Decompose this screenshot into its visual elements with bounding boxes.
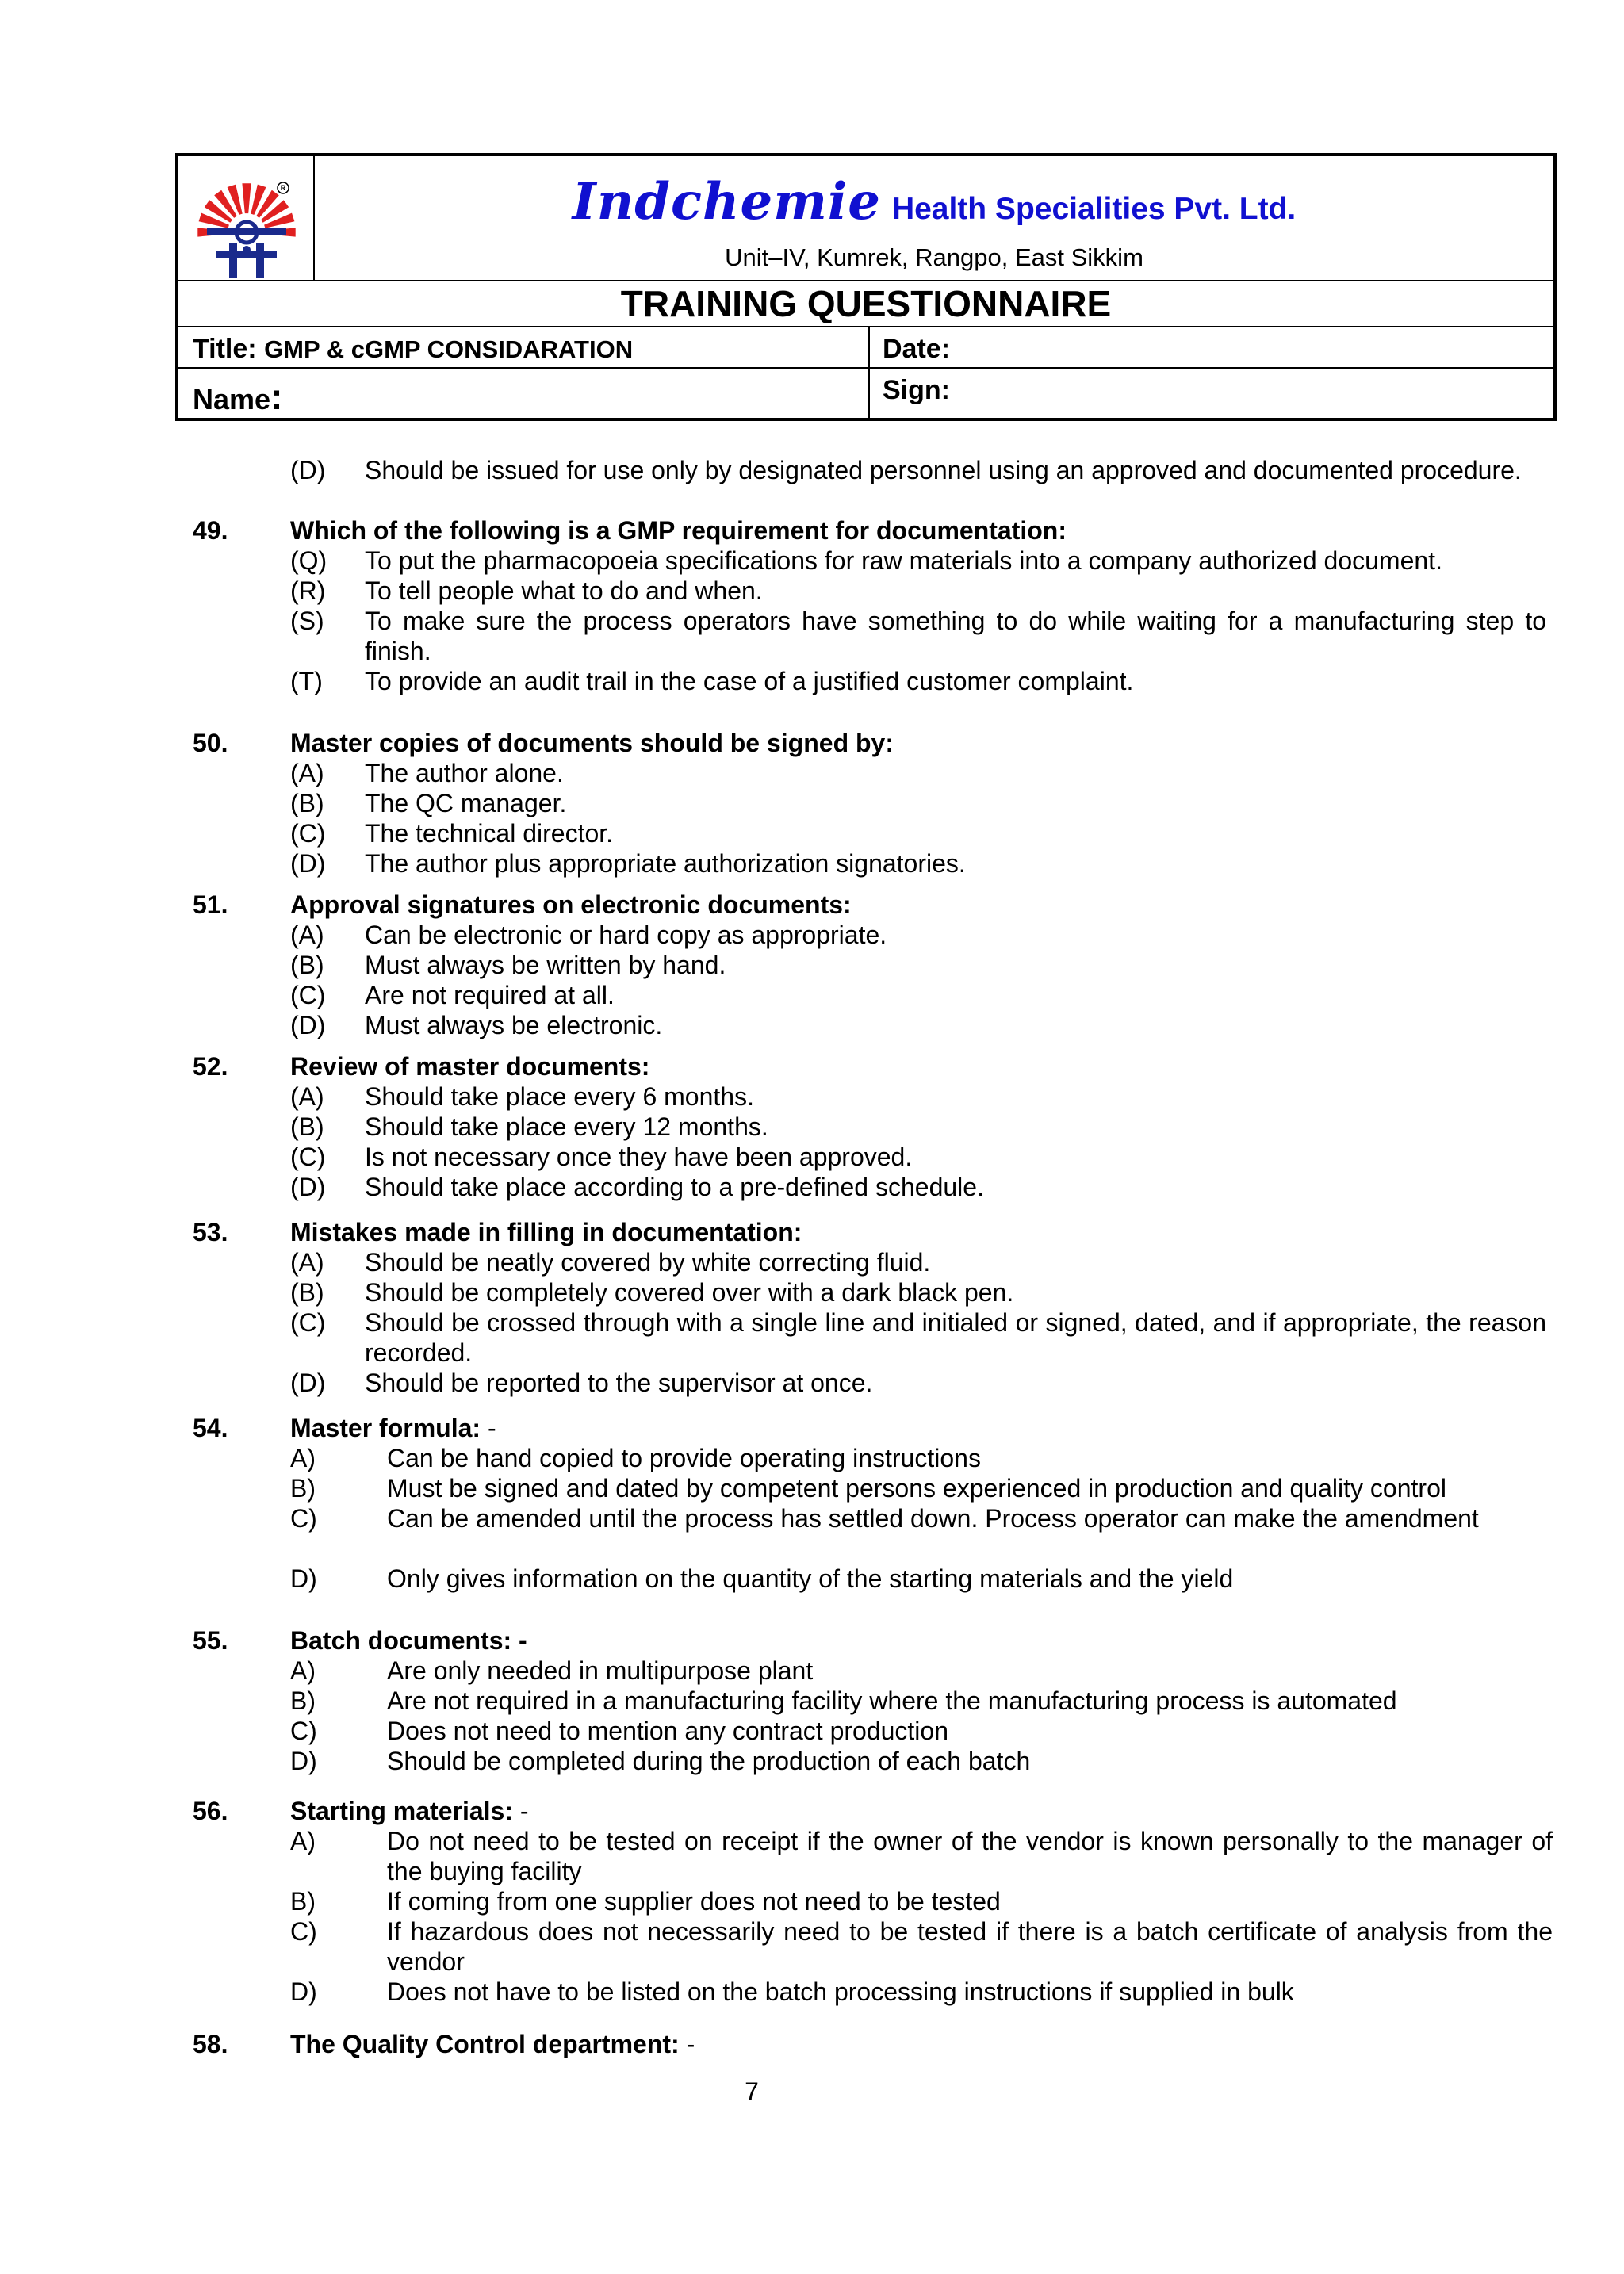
option-label: A) bbox=[290, 1827, 316, 1855]
option-label: B) bbox=[290, 1887, 316, 1916]
question-number: 55. bbox=[193, 1626, 228, 1655]
question-suffix: - bbox=[679, 2030, 695, 2058]
question-stem: Which of the following is a GMP requirement for documentation: bbox=[290, 516, 1067, 545]
option-text: Are not required in a manufacturing facility where the manufacturing process is automated bbox=[387, 1686, 1397, 1715]
option-label: (D) bbox=[290, 1369, 326, 1397]
option-text: If coming from one supplier does not need to be tested bbox=[387, 1887, 1001, 1916]
option-label: (D) bbox=[290, 849, 326, 878]
option-text: Only gives information on the quantity of the starting materials and the yield bbox=[387, 1564, 1234, 1593]
option-text: The technical director. bbox=[365, 819, 614, 848]
company-address: Unit–IV, Kumrek, Rangpo, East Sikkim bbox=[725, 243, 1143, 271]
option-label: (B) bbox=[290, 1278, 324, 1307]
option-label: B) bbox=[290, 1474, 316, 1503]
registered-mark: R bbox=[280, 184, 286, 192]
option-label: C) bbox=[290, 1504, 317, 1533]
option-text: To provide an audit trail in the case of a justified customer complaint. bbox=[365, 667, 1134, 695]
title-field bbox=[193, 334, 633, 365]
option-label: (C) bbox=[290, 1143, 326, 1171]
question-stem: Starting materials: bbox=[290, 1797, 513, 1825]
option-text: Should take place every 12 months. bbox=[365, 1112, 768, 1141]
option-label: (C) bbox=[290, 1308, 326, 1337]
question-text bbox=[290, 1051, 649, 1081]
option-text: Should be crossed through with a single line and initialed or signed, dated, and if appropriate, the reason recorded. bbox=[365, 1308, 1546, 1367]
option-label: (D) bbox=[290, 1173, 326, 1201]
question-text bbox=[290, 515, 1067, 546]
option-label: D) bbox=[290, 1564, 317, 1593]
title-value: GMP & cGMP CONSIDARATION bbox=[264, 335, 634, 363]
option-text: Does not have to be listed on the batch processing instructions if supplied in bulk bbox=[387, 1977, 1294, 2006]
name-sign-row bbox=[178, 369, 1553, 418]
name-colon: : bbox=[270, 376, 283, 417]
option-text: Should take place according to a pre-defined schedule. bbox=[365, 1173, 984, 1201]
question-stem: The Quality Control department: bbox=[290, 2030, 680, 2058]
option-text: Are not required at all. bbox=[365, 981, 615, 1009]
option-text: Should be neatly covered by white correcting fluid. bbox=[365, 1248, 931, 1277]
option-label: (B) bbox=[290, 1112, 324, 1141]
option-text: To tell people what to do and when. bbox=[365, 576, 763, 605]
option-text: Does not need to mention any contract production bbox=[387, 1717, 948, 1745]
option-text: Do not need to be tested on receipt if the owner of the vendor is known personally to the manager of the buying facility bbox=[387, 1827, 1553, 1885]
question-text bbox=[290, 1796, 529, 1826]
header-divider bbox=[868, 327, 870, 418]
option-text: The QC manager. bbox=[365, 789, 567, 817]
option-label: A) bbox=[290, 1444, 316, 1472]
option-label: (D) bbox=[290, 456, 326, 484]
question-number: 52. bbox=[193, 1052, 228, 1081]
question-stem: Batch documents: - bbox=[290, 1626, 527, 1655]
option-label: (R) bbox=[290, 576, 326, 605]
sign-label: Sign: bbox=[883, 375, 950, 405]
option-text: Must always be electronic. bbox=[365, 1011, 663, 1039]
option-text: Can be amended until the process has settled down. Process operator can make the amendment bbox=[387, 1504, 1479, 1533]
option-text: Should take place every 6 months. bbox=[365, 1082, 754, 1111]
option-text: Can be electronic or hard copy as appropriate. bbox=[365, 921, 887, 949]
option-text: If hazardous does not necessarily need to be tested if there is a batch certificate of analysis from the vendor bbox=[387, 1917, 1553, 1976]
option-label: D) bbox=[290, 1977, 317, 2006]
option-label: C) bbox=[290, 1717, 317, 1745]
option-text: Should be completed during the production of each batch bbox=[387, 1747, 1031, 1775]
option-label: (S) bbox=[290, 607, 324, 635]
question-text bbox=[290, 1413, 496, 1443]
question-number: 56. bbox=[193, 1797, 228, 1825]
name-field bbox=[193, 375, 282, 418]
option-text: Is not necessary once they have been approved. bbox=[365, 1143, 913, 1171]
option-text: Must always be written by hand. bbox=[365, 951, 726, 979]
question-number: 53. bbox=[193, 1218, 228, 1246]
option-label: (D) bbox=[290, 1011, 326, 1039]
question-number: 50. bbox=[193, 729, 228, 757]
title-date-row bbox=[178, 327, 1553, 369]
question-stem: Review of master documents: bbox=[290, 1052, 650, 1081]
question-suffix: - bbox=[512, 1797, 529, 1825]
question-number: 49. bbox=[193, 516, 228, 545]
question-stem: Mistakes made in filling in documentation: bbox=[290, 1218, 802, 1246]
company-heading bbox=[315, 172, 1553, 232]
option-label: (T) bbox=[290, 667, 323, 695]
option-label: (A) bbox=[290, 921, 324, 949]
question-stem: Approval signatures on electronic documents: bbox=[290, 890, 852, 919]
option-label: A) bbox=[290, 1656, 316, 1685]
option-text: The author plus appropriate authorization signatories. bbox=[365, 849, 966, 878]
logo-ray bbox=[242, 183, 251, 213]
option-label: (A) bbox=[290, 1082, 324, 1111]
option-label: (A) bbox=[290, 1248, 324, 1277]
company-name: Health Specialities Pvt. Ltd. bbox=[891, 192, 1297, 226]
question-text bbox=[290, 728, 894, 758]
option-text: The author alone. bbox=[365, 759, 564, 787]
company-cell bbox=[315, 156, 1553, 281]
document-header bbox=[175, 153, 1557, 421]
logo-cell bbox=[178, 156, 315, 281]
option-label: D) bbox=[290, 1747, 317, 1775]
option-text: To make sure the process operators have something to do while waiting for a manufacturing step to finish. bbox=[365, 607, 1546, 665]
question-text bbox=[290, 890, 852, 920]
option-text: Should be issued for use only by designated personnel using an approved and documented procedure. bbox=[365, 456, 1522, 484]
question-suffix: - bbox=[481, 1414, 496, 1442]
name-label: Name bbox=[193, 383, 271, 415]
option-text: Can be hand copied to provide operating instructions bbox=[387, 1444, 981, 1472]
option-text: Should be reported to the supervisor at once. bbox=[365, 1369, 873, 1397]
option-label: (B) bbox=[290, 789, 324, 817]
option-text: To put the pharmacopoeia specifications for raw materials into a company authorized document. bbox=[365, 546, 1442, 575]
option-text: Should be completely covered over with a dark black pen. bbox=[365, 1278, 1014, 1307]
option-label: (C) bbox=[290, 981, 326, 1009]
option-label: (C) bbox=[290, 819, 326, 848]
question-stem: Master copies of documents should be signed by: bbox=[290, 729, 894, 757]
option-label: C) bbox=[290, 1917, 317, 1946]
option-label: (A) bbox=[290, 759, 324, 787]
question-text bbox=[290, 2029, 695, 2059]
option-label: (B) bbox=[290, 951, 324, 979]
question-number: 54. bbox=[193, 1414, 228, 1442]
date-label: Date: bbox=[883, 334, 951, 364]
brand-name: Indchemie bbox=[572, 172, 881, 232]
option-text: Must be signed and dated by competent persons experienced in production and quality control bbox=[387, 1474, 1446, 1503]
title-label: Title: bbox=[193, 334, 257, 364]
question-stem: Master formula: bbox=[290, 1414, 481, 1442]
question-number: 58. bbox=[193, 2030, 228, 2058]
option-label: (Q) bbox=[290, 546, 327, 575]
option-label: B) bbox=[290, 1686, 316, 1715]
question-text bbox=[290, 1625, 527, 1656]
page-number: 7 bbox=[745, 2077, 759, 2106]
question-number: 51. bbox=[193, 890, 228, 919]
question-text bbox=[290, 1217, 802, 1247]
doc-title: TRAINING QUESTIONNAIRE bbox=[178, 281, 1553, 327]
option-text: Are only needed in multipurpose plant bbox=[387, 1656, 814, 1685]
indchemie-logo-icon bbox=[178, 156, 315, 281]
